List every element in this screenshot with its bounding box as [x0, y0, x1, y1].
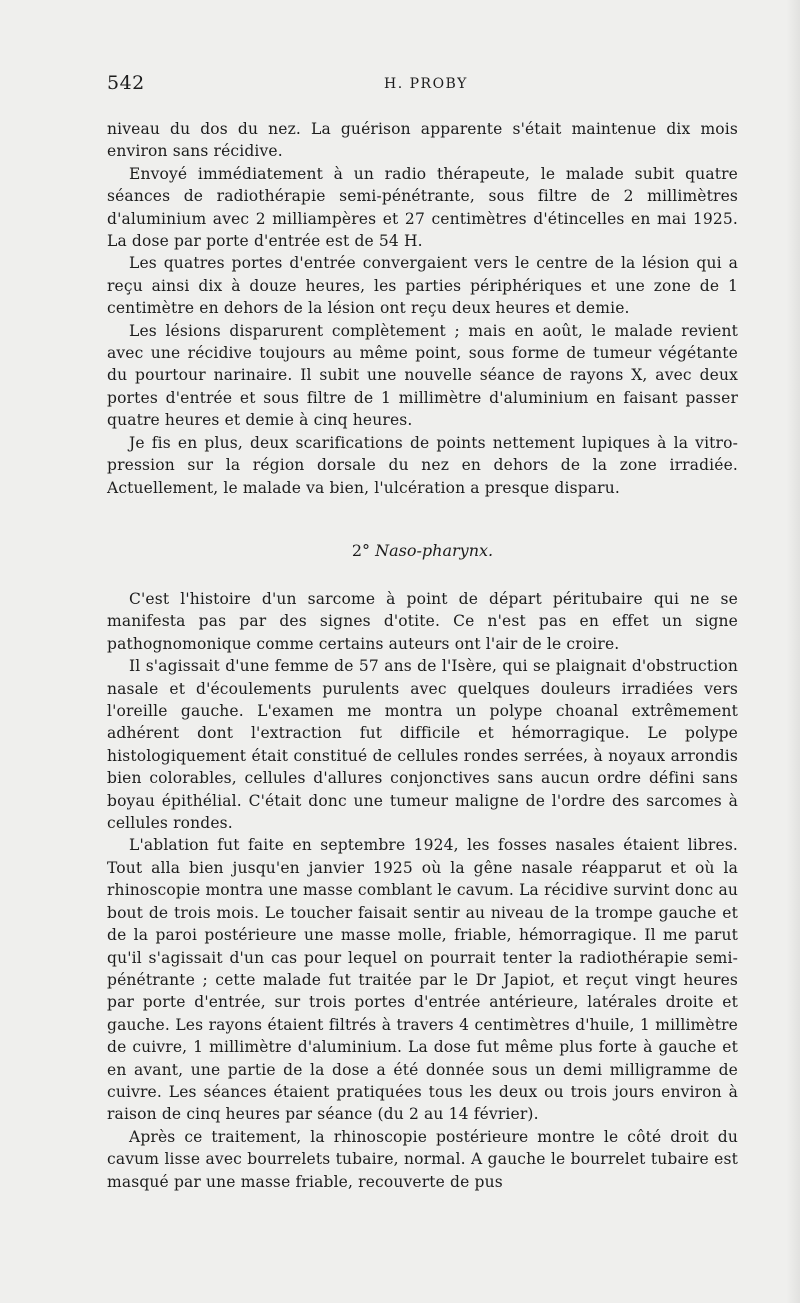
paragraph: Envoyé immédiatement à un radio thérapeute, le malade subit quatre séances de radiothérapie semi-pénétrante, sous filtre de 2 millimètres d'aluminium avec 2 milliampères et 27 centimètres d'étincelles en mai 1925. La dose par porte d'entrée est de 54 H.	[107, 164, 738, 251]
section-title: Naso-pharynx.	[375, 541, 494, 560]
paragraph: niveau du dos du nez. La guérison apparente s'était maintenue dix mois environ sans récidive.	[107, 120, 738, 161]
text-block-lupus-case	[107, 118, 738, 499]
section-number: 2°	[351, 541, 371, 560]
paragraph: Les lésions disparurent complètement ; mais en août, le malade revient avec une récidive toujours au même point, sous forme de tumeur végétante du pourtour narinaire. Il subit une nouvelle séance de rayons X, avec deux portes d'entrée et sous filtre de 1 millimètre d'aluminium en faisant passer quatre heures et demie à cinq heures.	[107, 321, 738, 430]
paragraph: Les quatres portes d'entrée convergaient vers le centre de la lésion qui a reçu ainsi dix à douze heures, les parties périphériques et une zone de 1 centimètre en dehors de la lésion ont reçu deux heures et demie.	[107, 254, 738, 318]
paragraph: C'est l'histoire d'un sarcome à point de départ péritubaire qui ne se manifesta pas par des signes d'otite. Ce n'est pas en effet un signe pathognomonique comme certains auteurs ont l'air de le croire.	[107, 590, 738, 653]
paragraph: Il s'agissait d'une femme de 57 ans de l'Isère, qui se plaignait d'obstruction nasale et d'écoulements purulents avec quelques douleurs irradiées vers l'oreille gauche. L'examen me montra un polype choanal extrêmement adhérent dont l'extraction fut difficile et hémorragique. Le polype histologiquement était constitué de cellules rondes serrées, à noyaux arrondis bien colorables, cellules d'allures conjonctives sans aucun ordre défini sans boyau épithélial. C'était donc une tumeur maligne de l'ordre des sarcomes à cellules rondes.	[107, 657, 738, 833]
paragraph: L'ablation fut faite en septembre 1924, les fosses nasales étaient libres. Tout alla bien jusqu'en janvier 1925 où la gêne nasale réapparut et où la rhinoscopie montra une masse comblant le cavum. La récidive survint donc au bout de trois mois. Le toucher faisait sentir au niveau de la trompe gauche et de la paroi postérieure une masse molle, friable, hémorragique. Il me parut qu'il s'agissait d'un cas pour lequel on pourrait tenter la radiothérapie semi-pénétrante ; cette malade fut traitée par le Dr Japiot, et reçut vingt heures par porte d'entrée, sur trois portes d'entrée antérieure, latérales droite et gauche. Les rayons étaient filtrés à travers 4 centimètres d'huile, 1 millimètre de cuivre, 1 millimètre d'aluminium. La dose fut même plus forte à gauche et en avant, une partie de la dose a été donnée sous un demi milligramme de cuivre. Les séances étaient pratiquées tous les deux ou trois jours environ à raison de cinq heures par séance (du 2 au 14 février).	[107, 836, 738, 1124]
page-number: 542	[107, 72, 145, 94]
paragraph: Après ce traitement, la rhinoscopie postérieure montre le côté droit du cavum lisse avec bourrelets tubaire, normal. A gauche le bourrelet tubaire est masqué par une masse friable, recouverte de pus	[107, 1127, 738, 1191]
paragraph: Je fis en plus, deux scarifications de points nettement lupiques à la vitro-pression sur la région dorsale du nez en dehors de la zone irradiée. Actuellement, le malade va bien, l'ulcération a presque disparu.	[107, 433, 738, 497]
page-header	[107, 72, 737, 100]
section-heading	[107, 541, 738, 560]
text-block-nasopharynx	[107, 588, 738, 1193]
running-head-author: H. PROBY	[384, 76, 468, 92]
